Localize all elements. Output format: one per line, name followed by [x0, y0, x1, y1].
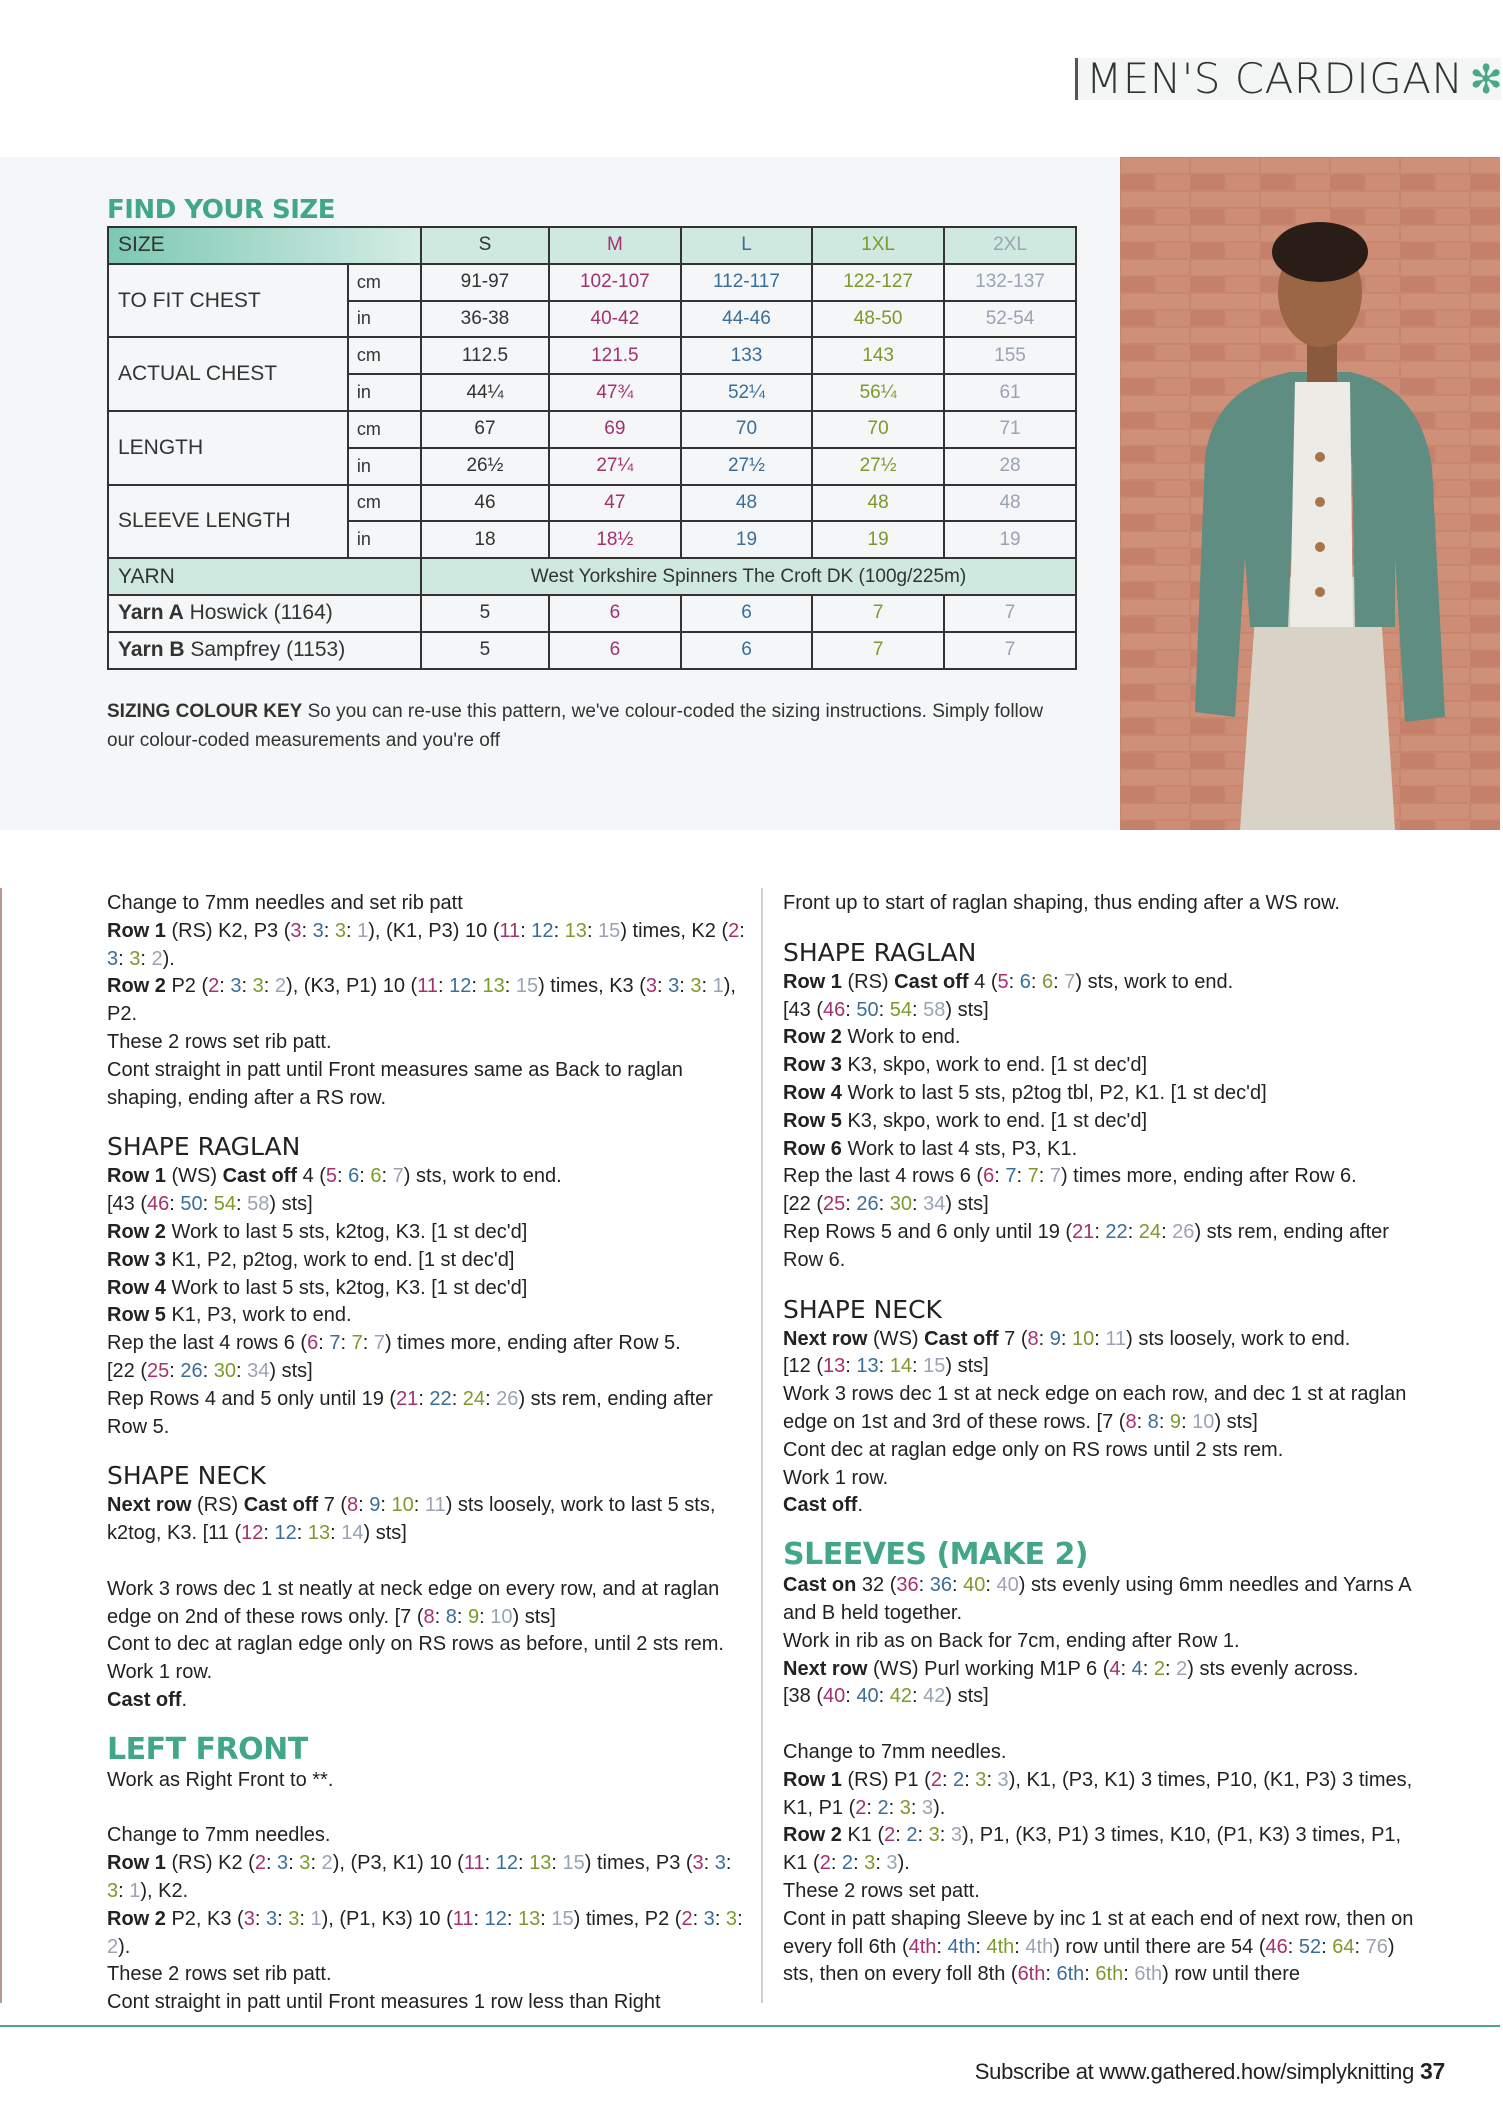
table-row-yarn: [108, 558, 1076, 595]
cell: 69: [549, 411, 681, 448]
cell: 44-46: [681, 301, 812, 338]
table-row: [108, 411, 1076, 448]
unit-in: in: [348, 301, 421, 338]
cell: 18: [421, 521, 549, 558]
cell: 6: [681, 632, 812, 669]
spacer: [783, 1711, 1423, 1739]
cell: 19: [681, 521, 812, 558]
cell: 71: [944, 411, 1076, 448]
cell: 102-107: [549, 264, 681, 301]
instruction-line: Change to 7mm needles and set rib patt: [107, 892, 463, 914]
cell: 19: [812, 521, 944, 558]
flower-icon: ✻: [1469, 57, 1503, 103]
instruction-line: Work 3 rows dec 1 st neatly at neck edge on every row, and at raglan edge on 2nd of these rows only. [7 (8: 8: 9: 10) sts]: [107, 1577, 720, 1628]
cell: 61: [944, 374, 1076, 411]
pattern-column-right: [783, 890, 1423, 1989]
model-photo: [1120, 157, 1500, 830]
yarn-value: West Yorkshire Spinners The Croft DK (100g/225m): [421, 558, 1076, 595]
cell: 19: [944, 521, 1076, 558]
footer-rule: [0, 2025, 1500, 2027]
cell: 27½: [681, 448, 812, 485]
instruction-line: Next row (RS) Cast off 7 (8: 9: 10: 11) sts loosely, work to last 5 sts, k2tog, K3. [11 (12: 12: 13: 14) sts]: [107, 1494, 716, 1545]
cell: 52-54: [944, 301, 1076, 338]
cell: 121.5: [549, 337, 681, 374]
instruction-line: Work in rib as on Back for 7cm, ending after Row 1.: [783, 1629, 1240, 1652]
unit-cm: cm: [348, 411, 421, 448]
cell: 40-42: [549, 301, 681, 338]
page-title: MEN'S CARDIGAN ✻: [1075, 58, 1501, 100]
cell: 28: [944, 448, 1076, 485]
instruction-line: Cast off.: [783, 1494, 864, 1517]
unit-cm: cm: [348, 485, 421, 522]
photo-illustration: [1120, 157, 1500, 830]
table-row: [108, 337, 1076, 374]
instruction-line: Row 1 (RS) K2 (2: 3: 3: 2), (P3, K1) 10 (11: 12: 13: 15) times, P3 (3: 3: 3: 1), K2.: [107, 1852, 732, 1902]
subscribe-text: Subscribe at www.gathered.how/simplyknitting: [974, 2059, 1415, 2084]
row-label: SLEEVE LENGTH: [108, 485, 348, 559]
section-heading: SHAPE RAGLAN: [783, 937, 977, 967]
size-l: L: [681, 227, 812, 264]
cell: 5: [421, 632, 549, 669]
section-heading: SHAPE NECK: [783, 1294, 942, 1324]
cell: 133: [681, 337, 812, 374]
cell: 5: [421, 595, 549, 632]
yarn-b-label: Yarn B Sampfrey (1153): [108, 632, 421, 669]
pattern-column-left: [107, 890, 747, 2017]
instruction-line: Rep the last 4 rows 6 (6: 7: 7: 7) times more, ending after Row 6.: [783, 1165, 1357, 1188]
instruction-line: Front up to start of raglan shaping, thus ending after a WS row.: [783, 892, 1340, 914]
instruction-line: Row 1 (RS) Cast off 4 (5: 6: 6: 7) sts, work to end.: [783, 970, 1234, 993]
section-heading: LEFT FRONT: [107, 1731, 308, 1767]
cell: 7: [812, 632, 944, 669]
size-2xl: 2XL: [944, 227, 1076, 264]
unit-cm: cm: [348, 264, 421, 301]
cell: 27½: [812, 448, 944, 485]
cell: 112.5: [421, 337, 549, 374]
cell: 155: [944, 337, 1076, 374]
instruction-line: Row 3 K3, skpo, work to end. [1 st dec'd]: [783, 1054, 1147, 1077]
instruction-line: Row 2 P2, K3 (3: 3: 3: 1), (P1, K3) 10 (11: 12: 13: 15) times, P2 (2: 3: 3: 2).: [107, 1907, 743, 1958]
instruction-line: Work 3 rows dec 1 st at neck edge on each row, and dec 1 st at raglan edge on 1st and 3rd of these rows. [7 (8: 8: 9: 10) sts]: [783, 1383, 1407, 1433]
cell: 6: [549, 595, 681, 632]
size-1xl: 1XL: [812, 227, 944, 264]
cell: 48: [944, 485, 1076, 522]
cell: 112-117: [681, 264, 812, 301]
instruction-line: [43 (46: 50: 54: 58) sts]: [783, 998, 989, 1021]
yarn-a-label: Yarn A Hoswick (1164): [108, 595, 421, 632]
instruction-line: Next row (WS) Cast off 7 (8: 9: 10: 11) sts loosely, work to end.: [783, 1327, 1351, 1350]
section-heading: SHAPE RAGLAN: [107, 1132, 301, 1162]
instruction-line: Work 1 row.: [783, 1466, 889, 1489]
instruction-line: Cast off.: [107, 1688, 188, 1711]
cell: 44¼: [421, 374, 549, 411]
instruction-line: Row 5 K1, P3, work to end.: [107, 1304, 352, 1327]
unit-in: in: [348, 374, 421, 411]
table-row-yarn-b: [108, 632, 1076, 669]
instruction-line: These 2 rows set patt.: [783, 1879, 980, 1902]
sizing-colour-key: SIZING COLOUR KEY So you can re-use this pattern, we've colour-coded the sizing instructions. Simply follow our colour-coded measurements and you're off: [107, 701, 1044, 751]
instruction-line: [22 (25: 26: 30: 34) sts]: [783, 1193, 989, 1216]
instruction-line: Row 2 Work to end.: [783, 1026, 961, 1049]
cell: 47: [549, 485, 681, 522]
instruction-line: Row 2 K1 (2: 2: 3: 3), P1, (K3, P1) 3 times, K10, (P1, K3) 3 times, P1, K1 (2: 2: 3: 3).: [783, 1824, 1402, 1875]
instruction-line: [38 (40: 40: 42: 42) sts]: [783, 1685, 989, 1708]
cell: 67: [421, 411, 549, 448]
cell: 18½: [549, 521, 681, 558]
instruction-line: Row 3 K1, P2, p2tog, work to end. [1 st dec'd]: [107, 1248, 515, 1271]
instruction-line: Cont to dec at raglan edge only on RS rows as before, until 2 sts rem.: [107, 1633, 724, 1656]
instruction-line: [22 (25: 26: 30: 34) sts]: [107, 1359, 313, 1382]
instruction-line: Work as Right Front to **.: [107, 1768, 334, 1791]
table-row: [108, 485, 1076, 522]
instruction-line: Rep Rows 5 and 6 only until 19 (21: 22: 24: 26) sts rem, ending after Row 6.: [783, 1220, 1389, 1271]
cell: 52¼: [681, 374, 812, 411]
size-s: S: [421, 227, 549, 264]
cell: 27¼: [549, 448, 681, 485]
instruction-line: Cont straight in patt until Front measures 1 row less than Right: [107, 1991, 661, 2014]
cell: 91-97: [421, 264, 549, 301]
cell: 48: [681, 485, 812, 522]
cell: 7: [944, 595, 1076, 632]
column-divider: [761, 888, 763, 2003]
cell: 143: [812, 337, 944, 374]
footer: [975, 2058, 1445, 2085]
table-row-size: [108, 227, 1076, 264]
instruction-line: Cont straight in patt until Front measures same as Back to raglan shaping, ending after a RS row.: [107, 1058, 683, 1109]
unit-in: in: [348, 521, 421, 558]
instruction-line: Row 5 K3, skpo, work to end. [1 st dec'd]: [783, 1109, 1147, 1132]
spacer: [107, 1548, 747, 1576]
row-label: LENGTH: [108, 411, 348, 485]
size-m: M: [549, 227, 681, 264]
instruction-line: These 2 rows set rib patt.: [107, 1030, 332, 1053]
instruction-line: Cast on 32 (36: 36: 40: 40) sts evenly using 6mm needles and Yarns A and B held together.: [783, 1574, 1411, 1624]
find-your-size-heading: FIND YOUR SIZE: [107, 195, 336, 225]
cell: 7: [812, 595, 944, 632]
section-heading: SHAPE NECK: [107, 1461, 266, 1491]
instruction-line: Row 1 (RS) K2, P3 (3: 3: 3: 1), (K1, P3) 10 (11: 12: 13: 15) times, K2 (2: 3: 3: 2).: [107, 919, 745, 970]
unit-in: in: [348, 448, 421, 485]
cell: 36-38: [421, 301, 549, 338]
unit-cm: cm: [348, 337, 421, 374]
instruction-line: [12 (13: 13: 14: 15) sts]: [783, 1355, 989, 1378]
instruction-line: Change to 7mm needles.: [783, 1740, 1007, 1763]
instruction-line: [43 (46: 50: 54: 58) sts]: [107, 1193, 313, 1216]
instruction-line: Work 1 row.: [107, 1661, 213, 1684]
instruction-line: Row 2 Work to last 5 sts, k2tog, K3. [1 st dec'd]: [107, 1220, 528, 1243]
cell: 26½: [421, 448, 549, 485]
edge-line: [0, 888, 2, 2003]
section-heading: SLEEVES (MAKE 2): [783, 1537, 1089, 1573]
cell: 70: [681, 411, 812, 448]
row-label: ACTUAL CHEST: [108, 337, 348, 411]
cell: 70: [812, 411, 944, 448]
instruction-line: Cont in patt shaping Sleeve by inc 1 st at each end of next row, then on every foll 6th (4th: 4th: 4th: 4th) row until there are 54 (46: 52: 64: 76) sts, then on every foll 8th (6th: 6th: 6th: 6th) row until there: [783, 1907, 1414, 1986]
cell: 7: [944, 632, 1076, 669]
instruction-line: These 2 rows set rib patt.: [107, 1963, 332, 1986]
instruction-line: Rep the last 4 rows 6 (6: 7: 7: 7) times more, ending after Row 5.: [107, 1332, 681, 1355]
cell: 6: [549, 632, 681, 669]
instruction-line: Row 2 P2 (2: 3: 3: 2), (K3, P1) 10 (11: 12: 13: 15) times, K3 (3: 3: 3: 1), P2.: [107, 975, 736, 1026]
instruction-line: Row 1 (RS) P1 (2: 2: 3: 3), K1, (P3, K1) 3 times, P10, (K1, P3) 3 times, K1, P1 (2: 2: 3: 3).: [783, 1768, 1413, 1819]
size-label: SIZE: [108, 227, 421, 264]
instruction-line: Row 1 (WS) Cast off 4 (5: 6: 6: 7) sts, work to end.: [107, 1165, 562, 1188]
instruction-line: Row 6 Work to last 4 sts, P3, K1.: [783, 1137, 1078, 1160]
cell: 56¼: [812, 374, 944, 411]
cell: 132-137: [944, 264, 1076, 301]
page-number: 37: [1420, 2058, 1445, 2084]
row-label: TO FIT CHEST: [108, 264, 348, 338]
instruction-line: Next row (WS) Purl working M1P 6 (4: 4: 2: 2) sts evenly across.: [783, 1657, 1359, 1680]
cell: 48: [812, 485, 944, 522]
instruction-line: Row 4 Work to last 5 sts, p2tog tbl, P2, K1. [1 st dec'd]: [783, 1081, 1267, 1104]
spacer: [107, 1795, 747, 1823]
cell: 48-50: [812, 301, 944, 338]
yarn-label: YARN: [108, 558, 421, 595]
table-row-yarn-a: [108, 595, 1076, 632]
instruction-line: Rep Rows 4 and 5 only until 19 (21: 22: 24: 26) sts rem, ending after Row 5.: [107, 1387, 713, 1438]
cell: 6: [681, 595, 812, 632]
cell: 122-127: [812, 264, 944, 301]
table-row: [108, 264, 1076, 301]
instruction-line: Row 4 Work to last 5 sts, k2tog, K3. [1 st dec'd]: [107, 1276, 528, 1299]
cell: 46: [421, 485, 549, 522]
instruction-line: Change to 7mm needles.: [107, 1824, 331, 1847]
instruction-line: Cont dec at raglan edge only on RS rows until 2 sts rem.: [783, 1438, 1284, 1461]
size-table: [107, 226, 1077, 670]
cell: 47¾: [549, 374, 681, 411]
